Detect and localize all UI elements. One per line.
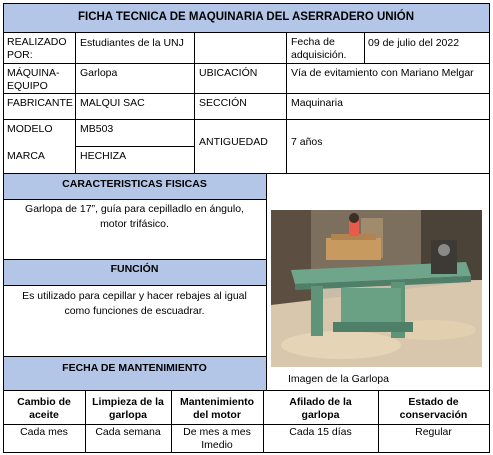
grid-vline [171,390,172,453]
grid-hline [3,63,490,64]
col-aceite-header: Cambio de aceite [17,396,71,421]
grid-vline [263,390,264,453]
grid-vline [85,390,86,453]
garlopa-photo-illustration [271,210,482,367]
grid-hline [3,199,267,200]
grid-vline [75,32,76,174]
grid-hline [3,3,490,4]
grid-vline [3,3,4,453]
seccion-value: Maquinaria [291,97,343,109]
col-limpieza-value: Cada semana [95,426,161,438]
col-afilado-value: Cada 15 días [289,426,352,438]
col-motor-value: De mes a mes Imedio [183,426,251,451]
grid-hline [3,424,490,425]
marca-label: MARCA [7,150,45,162]
modelo-value: MB503 [80,123,114,135]
fecha-label: Fecha de adquisición. [291,36,347,61]
grid-hline [3,32,490,33]
grid-vline [378,390,379,453]
grid-vline [286,32,287,174]
antiguedad-value: 7 años [291,136,323,148]
col-estado-header: Estado de conservación [399,396,468,421]
title-bar [3,3,489,32]
ubicacion-value: Vía de evitamiento con Mariano Melgar [291,67,474,79]
caracteristicas-text: Garlopa de 17”, guía para cepilladlo en ángulo, motor trifásico. [25,203,244,230]
col-afilado-header: Afilado de la garlopa [289,396,352,421]
grid-vline [266,173,267,391]
grid-hline [3,119,490,120]
caracteristicas-header: CARACTERISTICAS FISICAS [3,174,266,199]
fabricante-label: FABRICANTE [7,97,73,109]
ubicacion-label: UBICACIÓN [199,67,258,79]
maquina-value: Garlopa [80,67,118,79]
grid-hline [3,285,267,286]
grid-vline [489,3,490,453]
seccion-label: SECCIÓN [199,97,247,109]
garlopa-photo [271,210,482,367]
mantenimiento-header: FECHA DE MANTENIMIENTO [3,356,266,390]
funcion-header: FUNCIÓN [3,259,266,285]
grid-vline [194,32,195,174]
col-aceite-value: Cada mes [20,426,68,438]
col-estado-value: Regular [415,426,452,438]
image-caption: Imagen de la Garlopa [288,373,389,385]
fecha-value: 09 de julio del 2022 [368,37,460,49]
marca-value: HECHIZA [80,150,127,162]
grid-vline [364,32,365,64]
grid-hline [75,146,195,147]
col-motor-header: Mantenimiento del motor [179,396,255,421]
grid-hline [3,452,490,453]
realizado-label: REALIZADO POR: [7,36,67,61]
grid-hline [3,93,490,94]
grid-hline [3,259,267,260]
antiguedad-label: ANTIGUEDAD [199,136,268,148]
maquina-label: MÁQUINA-EQUIPO [7,67,60,92]
page-title: FICHA TECNICA DE MAQUINARIA DEL ASERRADERO UNIÓN [77,11,415,23]
funcion-text: Es utilizado para cepillar y hacer rebajes al igual como funciones de escuadrar. [22,290,247,317]
grid-hline [3,173,490,174]
realizado-value: Estudiantes de la UNJ [80,37,184,49]
col-limpieza-header: Limpieza de la garlopa [92,396,164,421]
grid-hline [3,356,267,357]
modelo-label: MODELO [7,123,53,135]
grid-hline [3,390,490,391]
fabricante-value: MALQUI SAC [80,97,145,109]
